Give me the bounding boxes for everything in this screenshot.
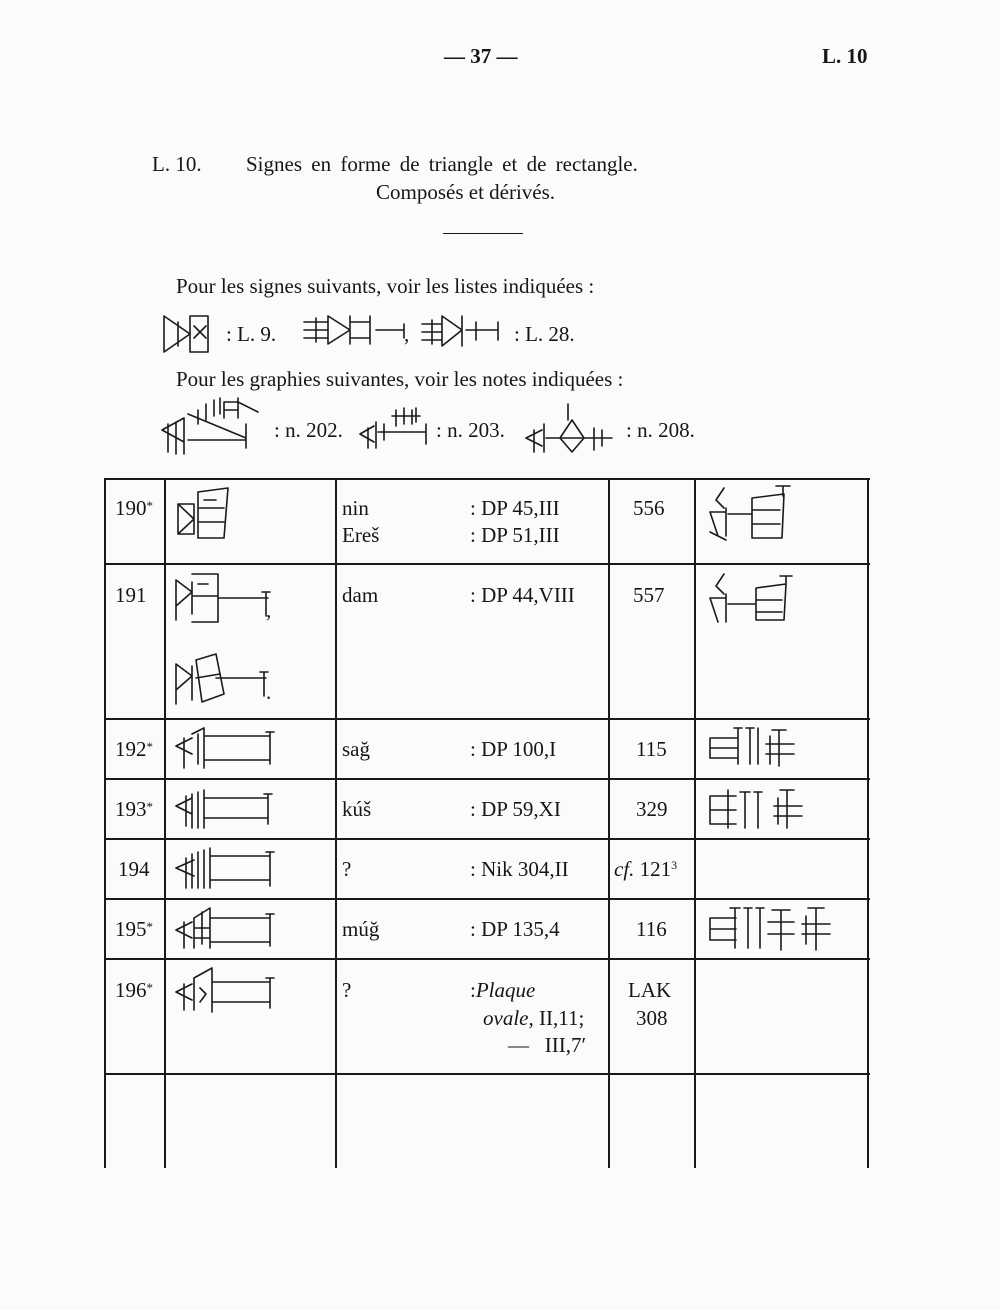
cuneiform-sign-icon (356, 404, 432, 452)
see-lists-ref2: : L. 28. (514, 322, 575, 346)
reading: sağ (342, 737, 370, 761)
table-border-right (867, 478, 869, 1168)
catalogue-number: cf. $121^3$ (614, 857, 678, 881)
sign-number: 191 (115, 583, 147, 607)
text-reference: ovale, II,11; (483, 1006, 585, 1030)
cuneiform-sign-icon (300, 312, 410, 352)
row-divider (104, 958, 870, 960)
catalogue-number: 115 (636, 737, 667, 761)
see-lists-ref1: : L. 9. (226, 322, 277, 346)
sign-number: 193* (115, 797, 153, 821)
cuneiform-sign-icon (418, 312, 508, 352)
text-reference: : DP 51,III (470, 523, 560, 547)
cuneiform-sign-icon (522, 400, 618, 456)
sign-number: 196* (115, 978, 153, 1002)
section-title-line2: Composés et dérivés. (376, 180, 556, 204)
reading: kúš (342, 797, 372, 821)
cuneiform-sign-icon (172, 570, 272, 630)
reading: ? (342, 857, 352, 881)
text-reference: : DP 100,I (470, 737, 557, 761)
reading: dam (342, 583, 379, 607)
sign-number: 192* (115, 737, 153, 761)
section-title-line1: Signes en forme de triangle et de rectangle. (246, 152, 638, 176)
table-col-divider (335, 478, 337, 1168)
reading: múğ (342, 917, 380, 941)
table-top-border (104, 478, 870, 480)
cuneiform-sign-icon (172, 724, 276, 772)
row-divider (104, 563, 870, 565)
row-divider (104, 778, 870, 780)
reading: ? (342, 978, 352, 1002)
catalogue-number: LAK (628, 978, 672, 1002)
title-divider (443, 233, 523, 234)
see-lists-intro: Pour les signes suivants, voir les listes indiquées : (176, 274, 595, 298)
sign-number: 195* (115, 917, 153, 941)
neo-assyrian-sign-icon (704, 570, 794, 630)
text-reference: : DP 44,VIII (470, 583, 575, 607)
text-reference: — III,7′ (508, 1033, 587, 1057)
table-border-left (104, 478, 106, 1168)
catalogue-number: 116 (636, 917, 667, 941)
text-reference: : DP 45,III (470, 496, 560, 520)
row-divider (104, 718, 870, 720)
text-reference: : DP 59,XI (470, 797, 561, 821)
see-notes-ref2: : n. 203. (436, 418, 505, 442)
sign-number: 194 (118, 857, 150, 881)
see-lists-sep: , (404, 322, 410, 346)
cuneiform-sign-icon (172, 650, 272, 710)
table-col-divider (694, 478, 696, 1168)
cuneiform-sign-icon (158, 394, 266, 456)
catalogue-number: 557 (633, 583, 665, 607)
neo-assyrian-sign-icon (706, 784, 806, 832)
cuneiform-sign-icon (172, 784, 276, 832)
sign-number: 190* (115, 496, 153, 520)
neo-assyrian-sign-icon (706, 724, 796, 772)
text-reference: :Plaque (470, 978, 536, 1002)
cuneiform-sign-icon (172, 844, 276, 892)
catalogue-number: 308 (636, 1006, 668, 1030)
glyph-separator: , (266, 598, 272, 622)
table-col-divider (608, 478, 610, 1168)
row-divider (104, 1073, 870, 1075)
table-col-divider (164, 478, 166, 1168)
text-reference: : DP 135,4 (470, 917, 560, 941)
cuneiform-sign-icon (160, 312, 215, 357)
catalogue-number: 329 (636, 797, 668, 821)
cuneiform-sign-icon (174, 484, 234, 544)
section-label: L. 10. (152, 152, 202, 176)
see-notes-ref1: : n. 202. (274, 418, 343, 442)
row-divider (104, 838, 870, 840)
neo-assyrian-sign-icon (704, 484, 794, 544)
cuneiform-sign-icon (172, 904, 276, 952)
see-notes-intro: Pour les graphies suivantes, voir les notes indiquées : (176, 367, 624, 391)
glyph-separator: . (266, 680, 272, 704)
text-reference: : Nik 304,II (470, 857, 569, 881)
page-number: — 37 — (444, 44, 518, 68)
reading: nin (342, 496, 369, 520)
neo-assyrian-sign-icon (706, 902, 834, 954)
reading: Ereš (342, 523, 380, 547)
catalogue-number: 556 (633, 496, 665, 520)
row-divider (104, 898, 870, 900)
section-reference: L. 10 (822, 44, 868, 68)
cuneiform-sign-icon (172, 964, 276, 1016)
see-notes-ref3: : n. 208. (626, 418, 695, 442)
